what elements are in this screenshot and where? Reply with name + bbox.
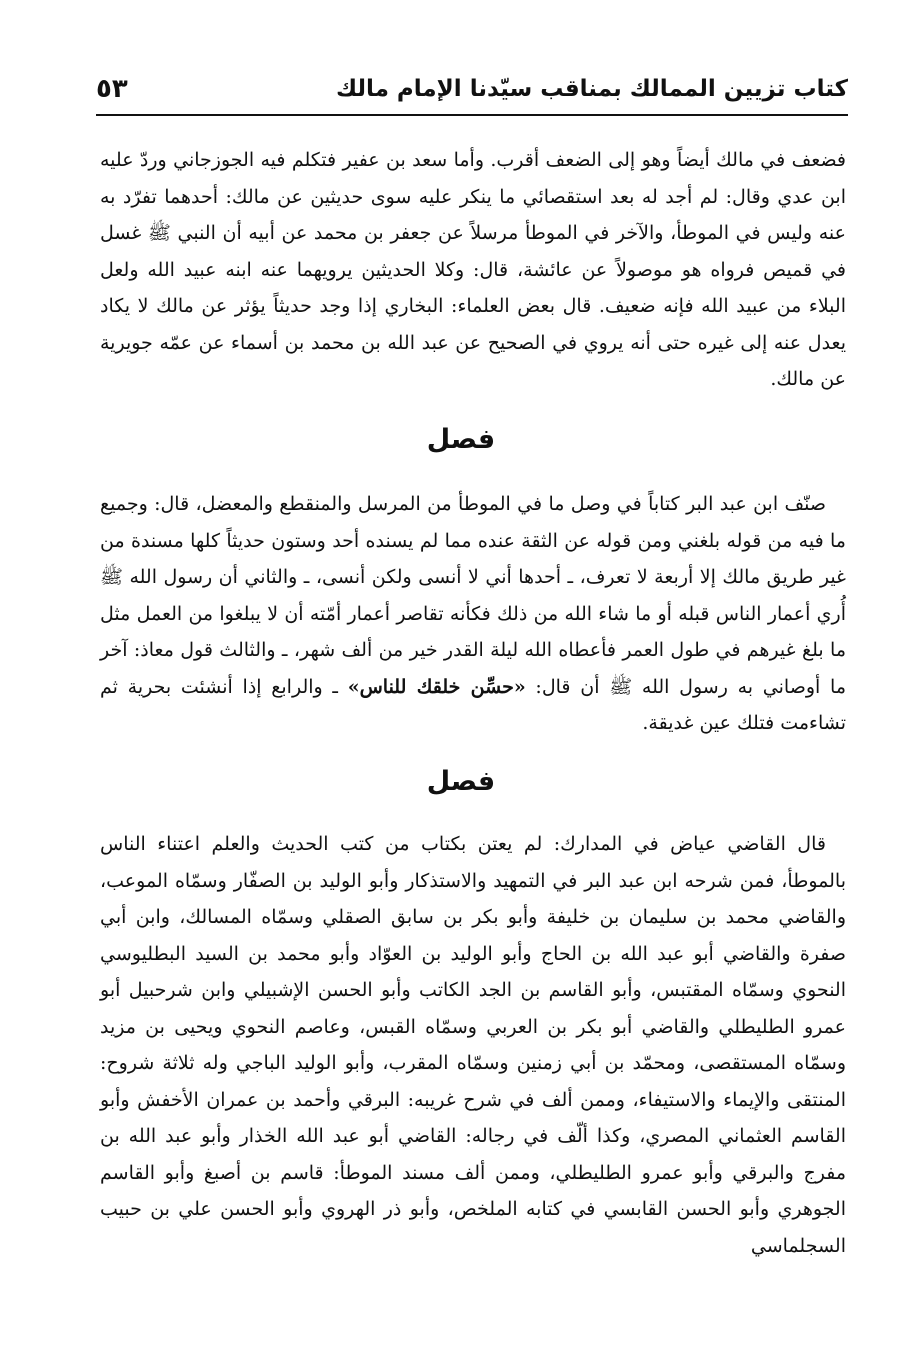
paragraph-2-text-a: صنّف ابن عبد البر كتاباً في وصل ما في الموطأ من المرسل والمنقطع والمعضل، قال: وجميع ما فيه من قوله بلغني ومن قوله عن الثقة عنده مما لم يسنده أحد وستون حديثاً كلها مسندة من غير طريق مالك إلا أربعة لا تعرف، ـ أحدها أني لا أنسى ولكن أنسى، ـ والثاني أن رسول الله ﷺ أُري أعمار الناس قبله أو ما شاء الله من ذلك فكأنه تقاصر أعمار أمّته أن لا يبلغوا من العمل مثل ما بلغ غيرهم في طول العمر فأعطاه الله ليلة القدر خير من ألف شهر، ـ والثالث قول معاذ: آخر ما أوصاني به رسول الله ﷺ أن قال: [100,493,846,698]
running-header [96,66,848,116]
hadith-quote: «حسِّن خلقك للناس» [347,675,526,698]
paragraph-2-text-b: ـ والرابع إذا أنشئت بحرية ثم تشاءمت فتلك عين غديقة. [100,675,846,734]
paragraph-1: فضعف في مالك أيضاً وهو إلى الضعف أقرب. وأما سعد بن عفير فتكلم فيه الجوزجاني وردّ عليه ابن عدي وقال: لم أجد له بعد استقصائي ما ينكر عليه سوى حديثين عن مالك: أحدهما تفرّد به عنه وليس في الموطأ، والآخر في الموطأ مرسلاً عن جعفر بن محمد عن أبيه أن النبي ﷺ غسل في قميص فرواه هو موصولاً عن عائشة، قال: وكلا الحديثين يرويهما عنه ابنه عبيد الله ولعل البلاء من عبيد الله فإنه ضعيف. قال بعض العلماء: البخاري إذا وجد حديثاً يؤثر عن مالك لا يكاد يعدل عنه إلى غيره حتى أنه يروي في الصحيح عن عبد الله بن محمد بن أسماء عن عمّه جويرية عن مالك. [100,149,846,390]
section-heading-2: فصل [426,766,496,797]
book-title: كتاب تزيين الممالك بمناقب سيّدنا الإمام مالك [336,76,848,102]
paragraph-2 [100,486,846,742]
paragraph-3: قال القاضي عياض في المدارك: لم يعتن بكتاب من كتب الحديث والعلم اعتناء الناس بالموطأ، فمن شرحه ابن عبد البر في التمهيد والاستذكار وأبو الوليد بن الصفّار وسمّاه الموعب، والقاضي محمد بن سليمان بن خليفة وأبو بكر بن سابق الصقلي وسمّاه المسالك، وابن أبي صفرة والقاضي أبو عبد الله بن الحاج وأبو الوليد بن العوّاد وأبو محمد بن السيد البطليوسي النحوي وسمّاه المقتبس، وأبو القاسم بن الجد الكاتب وأبو الحسن الإشبيلي وابن شرحبيل أبو عمرو الطليطلي والقاضي أبو بكر بن العربي وسمّاه القبس، وعاصم النحوي ويحيى بن مزيد وسمّاه المستقصى، ومحمّد بن أبي زمنين وسمّاه المقرب، وأبو الوليد الباجي وله ثلاثة شروح: المنتقى والإيماء والاستيفاء، وممن ألف في شرح غريبه: البرقي وأحمد بن عمران الأخفش وأبو القاسم العثماني المصري، وكذا ألّف في رجاله: القاضي أبو عبد الله الخذار وأبو عبد الله بن مفرج والبرقي وأبو عمرو الطليطلي، وممن ألف مسند الموطأ: قاسم بن أصبغ وأبو القاسم الجوهري وأبو الحسن القابسي في كتابه الملخص، وأبو ذر الهروي وأبو الحسن علي بن حبيب السجلماسي [100,833,846,1257]
section-heading-1: فصل [426,424,496,455]
page-number: ٥٣ [96,74,128,104]
